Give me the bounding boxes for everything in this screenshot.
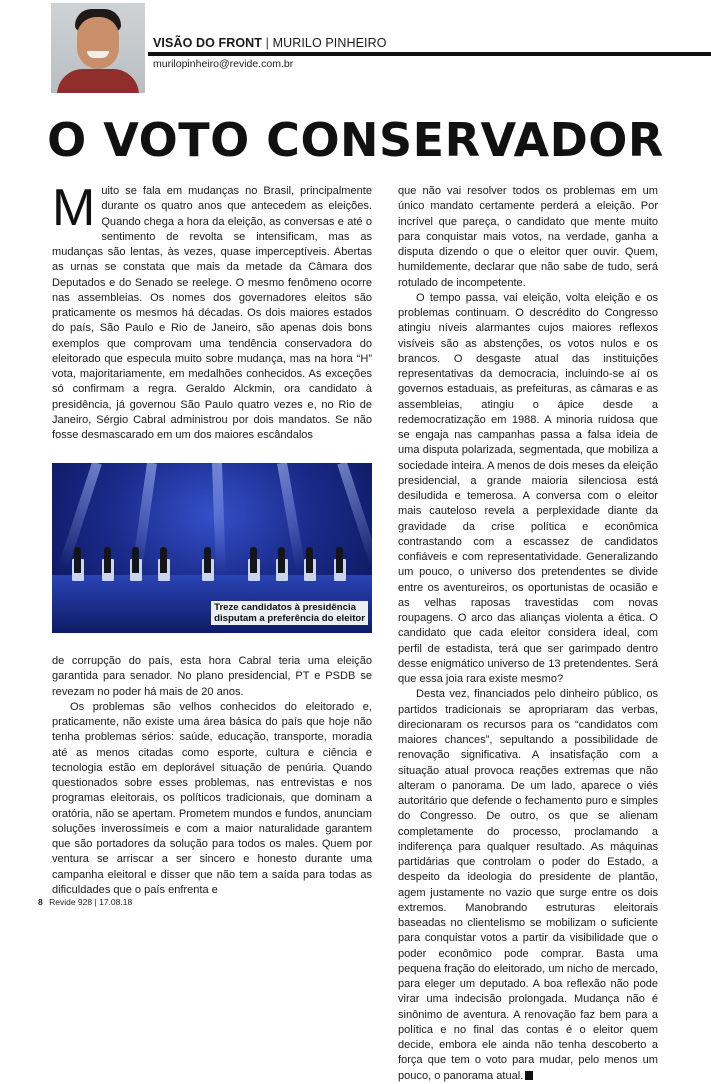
debate-photo	[52, 463, 372, 633]
caption-line: disputam a preferência do eleitor	[214, 613, 365, 624]
issue-date: 17.08.18	[99, 897, 133, 907]
magazine-issue: Revide 928	[49, 897, 93, 907]
paragraph	[398, 687, 658, 1084]
author-photo	[51, 3, 145, 93]
page-footer	[38, 897, 132, 907]
paragraph: Os problemas são velhos conhecidos do eleitorado e, praticamente, não existe uma área básica do país que hoje não tenha problemas sérios: saúde, educação, transporte, moradia até as menos citadas como esporte, cultura e ciência e tecnologia estão em deplorável situação de penúria. Quando questionados sobre esses problemas, nas entrevistas e nos programas eleitorais, os políticos tradicionais, que dominam a oratória, não se apertam. Prometem mundos e fundos, anunciam soluções inverossímeis e com a maior naturalidade garantem que são portadores da solução para todos os males. Quem por ventura se arriscar a ser sincero e honesto durante uma campanha eleitoral e disser que não tem a saída para todas as dificuldades que o país enfrenta e	[52, 700, 372, 896]
column-left-bottom	[52, 654, 372, 898]
column-author: MURILO PINHEIRO	[272, 36, 387, 50]
column-header	[153, 36, 387, 50]
page-number: 8	[38, 897, 43, 907]
column-kicker: VISÃO DO FRONT	[153, 36, 263, 50]
column-left-top	[52, 179, 372, 443]
drop-cap: M	[52, 179, 96, 237]
photo-caption	[211, 601, 368, 625]
column-separator: |	[265, 36, 269, 50]
paragraph: de corrupção do país, esta hora Cabral teria uma eleição garantida para senador. No plano presidencial, PT e PSDB se revezam no poder há mais de 20 anos.	[52, 655, 372, 698]
paragraph: que não vai resolver todos os problemas em um único mandato certamente perderá a eleição. Por incrível que pareça, o candidato que mente muito para conquistar mais votos, na verdade, ganha a disputa dizendo o que o eleitor quer ouvir. Quem, humildemente, declarar que não sabe de tudo, será rotulado de incompetente.	[398, 185, 658, 289]
paragraph-text: Desta vez, financiados pelo dinheiro público, os partidos tradicionais se apropriaram das verbas, direcionaram os recursos para os “candidatos com maiores chances”, sepultando a possibilidade de renovação significativa. A insatisfação com a situação atual provoca reações extremas que não alteram o panorama. De um lado, aparece o viés autoritário que defende o fechamento puro e simples do Congresso. De outro, os que se alienam completamente do processo, proclamando a indiferença para qualquer resultado. As máquinas partidárias que controlam o poder do Estado, a despeito da ideologia do presidente de plantão, agem justamente no vazio que surge entre os dois extremos. Manobrando estruturas eleitorais baseadas no clientelismo se mobilizam o suficiente para conquistar votos a partir da visibilidade que o poder econômico pode comprar. Basta uma pequena fração do eleitorado, um nicho de mercado, para eleger um deputado. A boa reflexão não pode virar uma indecisão prolongada. Mudança não é sinônimo de aventura. A renovação faz bem para a política e no final das contas é o eleitor quem decide, embora ele ainda não tenha descoberto a força que tem o voto para mudar, pelo menos um pouco, o panorama atual.	[398, 688, 658, 1082]
caption-line: Treze candidatos à presidência	[214, 602, 356, 613]
article-headline: O VOTO CONSERVADOR	[47, 113, 664, 167]
paragraph: O tempo passa, vai eleição, volta eleição e os problemas continuam. O descrédito do Congresso atingiu níveis alarmantes cujos maiores reflexos visíveis são as abstenções, os votos nulos e os brancos. O desgaste atual das instituições representativas da democracia, incluindo-se aí os governos estaduais, as prefeituras, as câmaras e as assembleias, atingiu o ápice desde a redemocratização em 1988. A minoria ruidosa que se engaja nas campanhas passa a falsa ideia de uma disputa polarizada, segmentada, que mobiliza a sociedade inteira. A menos de dois meses da eleição presidencial, a grande maioria silenciosa está desiludida e temerosa. A conversa com o eleitor mais cauteloso revela a perplexidade diante da gravidade da crise política e econômica contrastando com a escassez de candidatos confiáveis e com representatividade. Generalizando um pouco, o universo dos pretendentes se divide entre os aventureiros, os oportunistas de ocasião e as velhas raposas travestidas com novas roupagens. O arco das alianças violenta a ética. O candidato que cada eleitor considera ideal, com perfil de estadista, terá que ser garimpado dentro desse enigmático universo de 13 pretendentes. Será que essa joia rara existe mesmo?	[398, 291, 658, 685]
column-right	[398, 184, 658, 1084]
footer-separator: |	[94, 897, 97, 907]
paragraph-text: uito se fala em mudanças no Brasil, principalmente durante os quatro anos que antecedem as eleições. Quando chega a hora da eleição, as conversas e até o sentimento de revolta se intensificam, mas as mudanças são lentas, às vezes, quase imperceptíveis. Abertas as urnas se constata que mais da metade da Câmara dos Deputados e do Senado se reelege. O mesmo fenômeno ocorre nas assembleias. Os nomes dos governadores eleitos são praticamente os mesmos há décadas. Os dois maiores estados do país, São Paulo e Rio de Janeiro, são apenas dois bons exemplos que comprovam uma tendência conservadora do eleitorado que especula muito sobre mudança, mas na hora “H” vota, majoritariamente, em medalhões conhecidos. As exceções só confirmam a regra. Geraldo Alckmin, ora candidato à presidência, já governou São Paulo quatro vezes e, no Rio de Janeiro, Sérgio Cabral administrou por dois mandatos. Se não fosse desmascarado em um dos maiores escândalos	[52, 185, 372, 441]
paragraph	[52, 179, 372, 443]
author-email: murilopinheiro@revide.com.br	[153, 58, 294, 70]
header-rule	[148, 52, 711, 56]
end-mark-icon: r	[525, 1071, 533, 1080]
